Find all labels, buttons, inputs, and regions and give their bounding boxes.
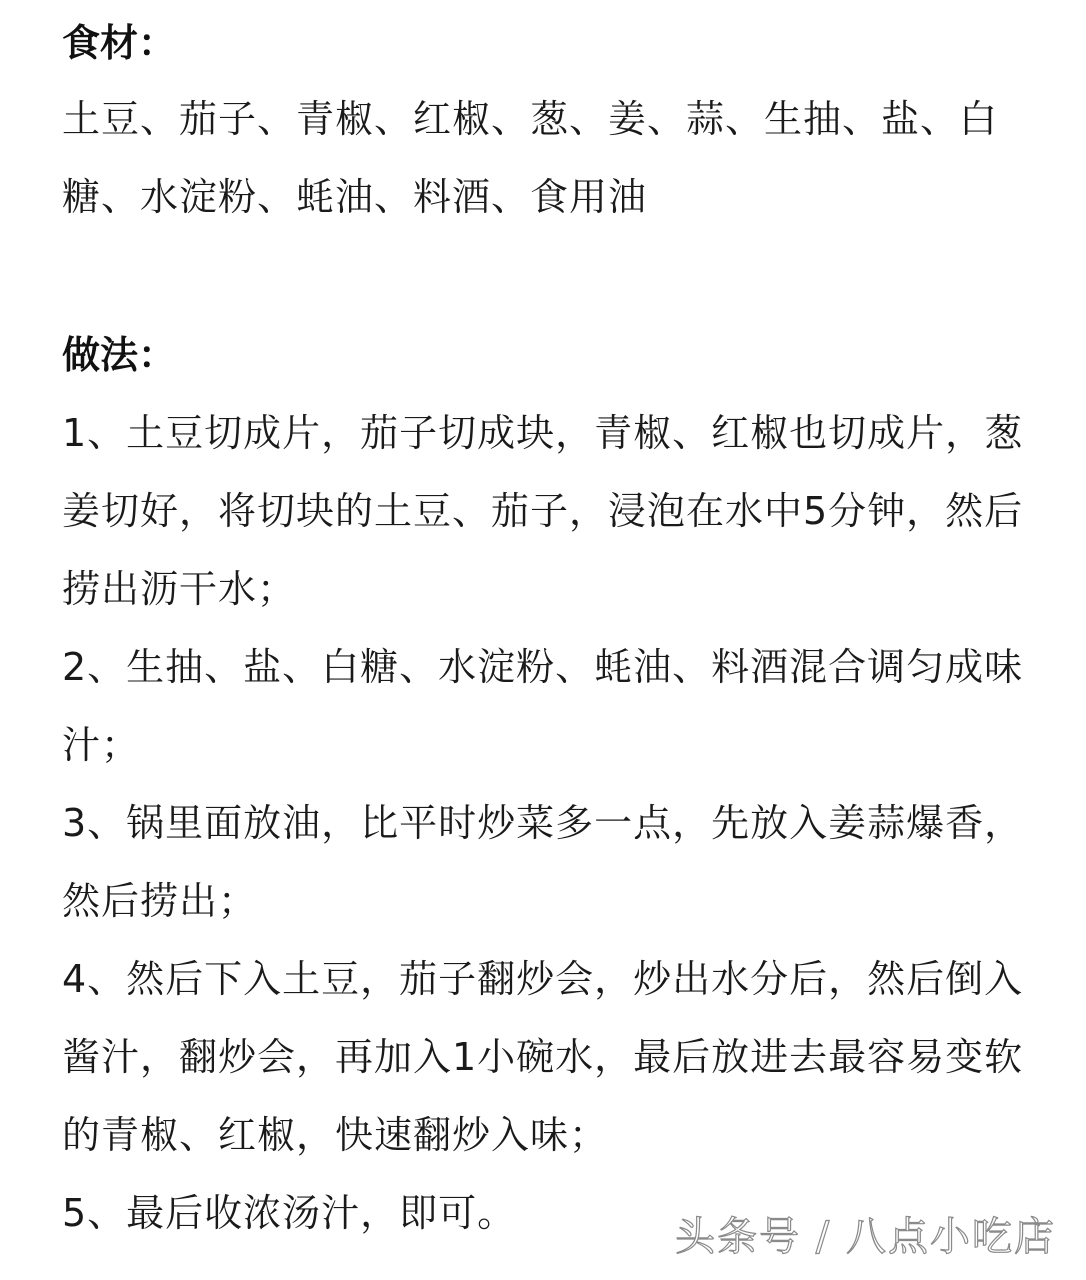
method-steps [62, 394, 1042, 1252]
method-step-5: 5、最后收浓汤汁，即可。 [62, 1191, 517, 1235]
watermark: 头条号 / 八点小吃店 [675, 1214, 1056, 1260]
method-step-3: 3、锅里面放油，比平时炒菜多一点，先放入姜蒜爆香，然后捞出； [62, 801, 1024, 923]
recipe-document [62, 18, 1042, 1252]
method-step-1: 1、土豆切成片，茄子切成块，青椒、红椒也切成片，葱姜切好，将切块的土豆、茄子，浸泡在水中5分钟，然后捞出沥干水； [62, 411, 1024, 611]
method-step-4: 4、然后下入土豆，茄子翻炒会，炒出水分后，然后倒入酱汁，翻炒会，再加入1小碗水，最后放进去最容易变软的青椒、红椒，快速翻炒入味； [62, 957, 1024, 1157]
method-step-2: 2、生抽、盐、白糖、水淀粉、蚝油、料酒混合调匀成味汁； [62, 645, 1024, 767]
ingredients-title: 食材： [62, 21, 177, 65]
method-title: 做法： [62, 333, 177, 377]
ingredients-list: 土豆、茄子、青椒、红椒、葱、姜、蒜、生抽、盐、白糖、水淀粉、蚝油、料酒、食用油 [62, 97, 999, 219]
